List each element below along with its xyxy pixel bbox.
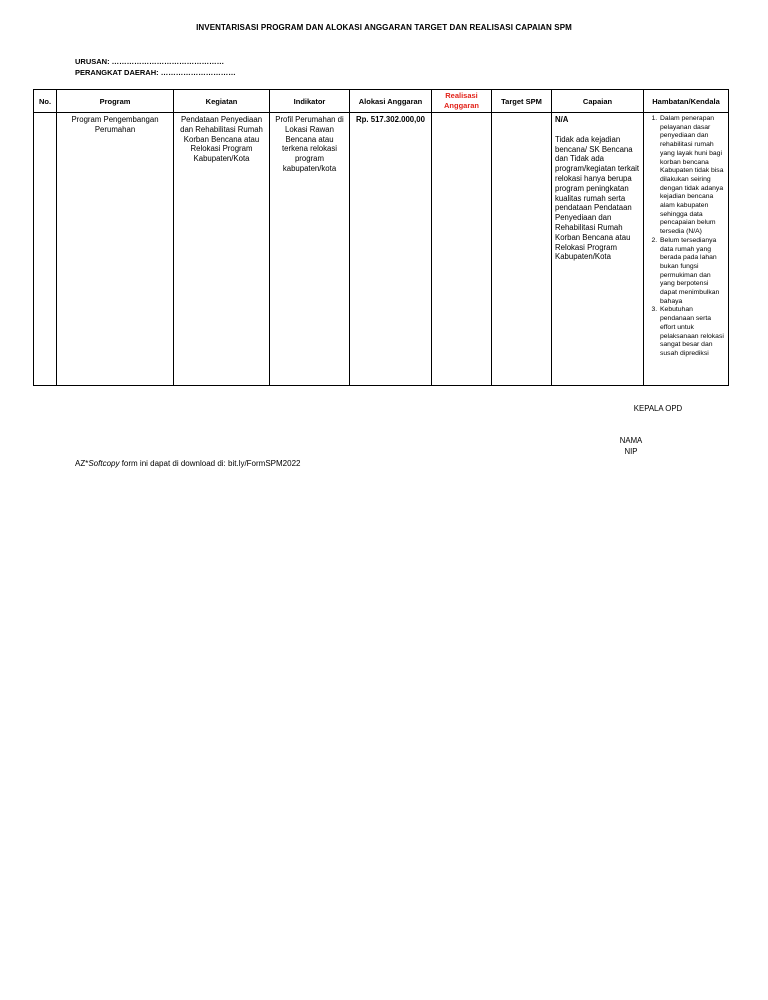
list-item: 1. Dalam penerapan pelayanan dasar penyediaan dan rehabilitasi rumah yang layak huni bagi korban bencana Kabupaten tidak bisa dilakukan seiring dengan tidak adanya kejadian bencana alam kabupaten sehingga data pencapaian belum tersedia (N/A) xyxy=(659,115,726,237)
table-row xyxy=(34,113,729,386)
signature-nama: NAMA xyxy=(619,436,643,445)
footnote-italic: Softcopy xyxy=(88,459,120,468)
header-alokasi: Alokasi Anggaran xyxy=(350,90,432,113)
cell-hambatan xyxy=(644,113,729,386)
download-footnote xyxy=(75,459,300,468)
spm-table xyxy=(33,89,729,386)
capaian-status: N/A xyxy=(555,115,569,124)
signature-kepala-opd: KEPALA OPD xyxy=(633,404,683,413)
cell-alokasi: Rp. 517.302.000,00 xyxy=(350,113,432,386)
header-program: Program xyxy=(57,90,174,113)
signature-nip: NIP xyxy=(624,447,638,456)
cell-kegiatan: Pendataan Penyediaan dan Rehabilitasi Rumah Korban Bencana atau Relokasi Program Kabupaten/Kota xyxy=(174,113,270,386)
cell-no xyxy=(34,113,57,386)
cell-indikator: Profil Perumahan di Lokasi Rawan Bencana atau terkena relokasi program kabupaten/kota xyxy=(270,113,350,386)
footnote-link-text: form ini dapat di download di: bit.ly/FormSPM2022 xyxy=(119,459,301,468)
capaian-text: Tidak ada kejadian bencana/ SK Bencana dan Tidak ada program/kegiatan terkait relokasi hanya berupa program peningkatan kualitas rumah serta pendataan Pendataan Penyediaan dan Rehabilitasi Rumah Korban Bencana atau Relokasi Program Kabupaten/Kota xyxy=(555,134,640,262)
header-indikator: Indikator xyxy=(270,90,350,113)
urusan-field: URUSAN: ……………………………………… xyxy=(75,57,225,66)
list-item: 2. Belum tersedianya data rumah yang berada pada lahan bukan fungsi permukiman dan yang berpotensi dapat menimbulkan bahaya xyxy=(659,237,726,307)
header-kegiatan: Kegiatan xyxy=(174,90,270,113)
header-capaian: Capaian xyxy=(552,90,644,113)
cell-program: Program Pengembangan Perumahan xyxy=(57,113,174,386)
table-header-row xyxy=(34,90,729,113)
header-no: No. xyxy=(34,90,57,113)
header-realisasi: Realisasi Anggaran xyxy=(432,90,492,113)
hambatan-list xyxy=(647,115,726,359)
cell-target xyxy=(492,113,552,386)
list-item: 3. Kebutuhan pendanaan serta effort untuk pelaksanaan relokasi sangat besar dan susah diprediksi xyxy=(659,306,726,358)
cell-realisasi xyxy=(432,113,492,386)
perangkat-daerah-field: PERANGKAT DAERAH: ………………………… xyxy=(75,68,236,77)
document-title: INVENTARISASI PROGRAM DAN ALOKASI ANGGARAN TARGET DAN REALISASI CAPAIAN SPM xyxy=(196,23,572,32)
cell-capaian xyxy=(552,113,644,386)
header-target: Target SPM xyxy=(492,90,552,113)
header-hambatan: Hambatan/Kendala xyxy=(644,90,729,113)
footnote-prefix: AZ* xyxy=(75,459,89,468)
